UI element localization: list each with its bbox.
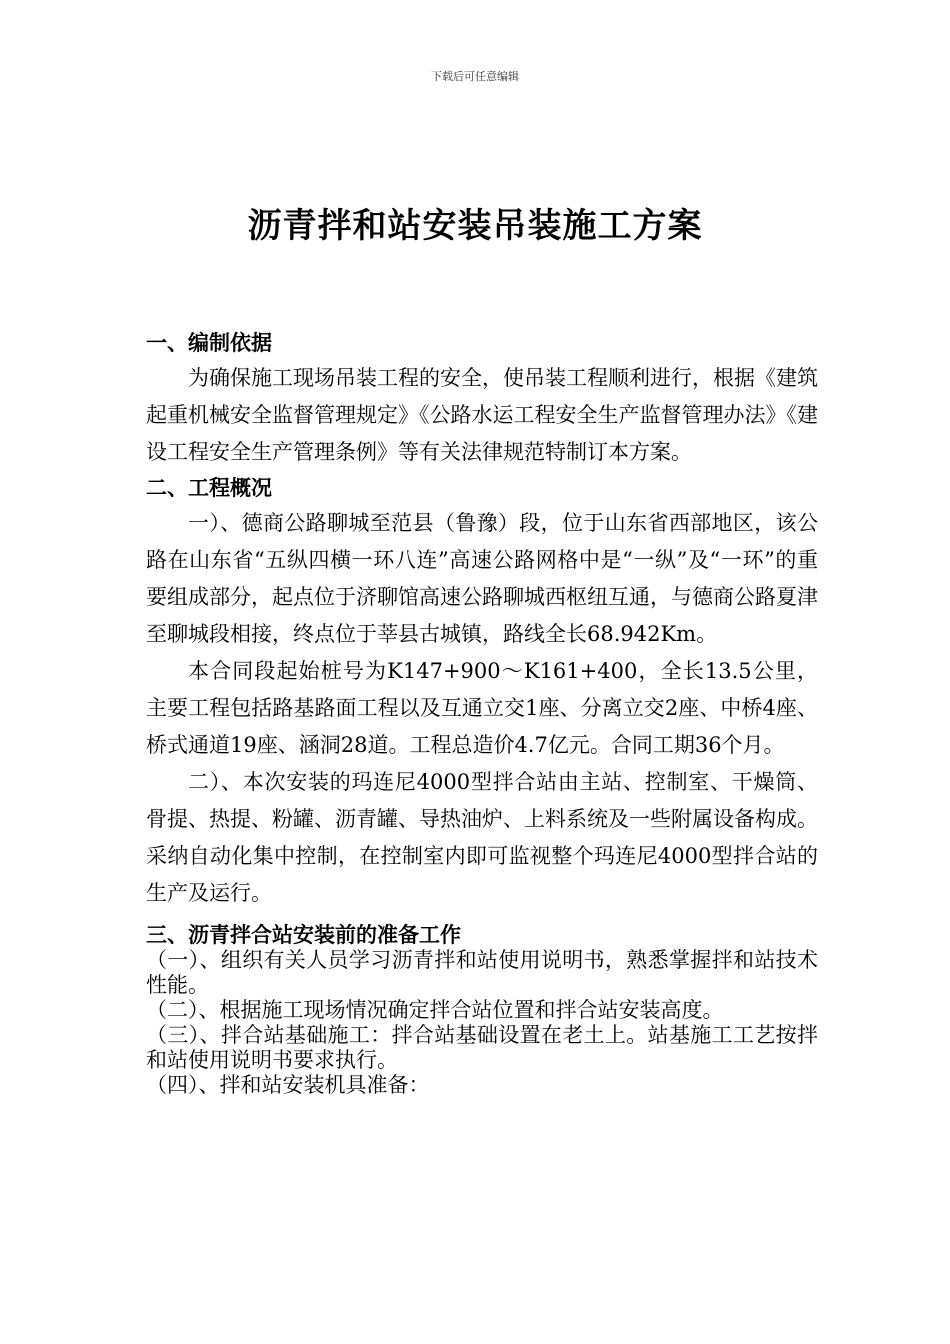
paragraph: 为确保施工现场吊装工程的安全，使吊装工程顺利进行，根据《建筑起重机械安全监督管理规定》《公路水运工程安全生产监督管理办法》《建设工程安全生产管理条例》等有关法律规范特制订本方案。 bbox=[146, 366, 818, 464]
list-item: （二）、根据施工现场情况确定拌合站位置和拌合站安装高度。 bbox=[146, 998, 724, 1022]
section-heading-overview: 二、工程概况 bbox=[146, 476, 272, 500]
list-item: （四）、拌和站安装机具准备： bbox=[146, 1073, 430, 1097]
paragraph: 一）、德商公路聊城至范县（鲁豫）段，位于山东省西部地区，该公路在山东省“五纵四横一环八连”高速公路网格中是“一纵”及“一环”的重要组成部分，起点位于济聊馆高速公路聊城西枢纽互通，与德商公路夏津至聊城段相接，终点位于莘县古城镇，路线全长68.942Km。 bbox=[146, 511, 818, 646]
section-heading-basis: 一、编制依据 bbox=[146, 331, 272, 355]
paragraph: 二）、本次安装的玛连尼4000型拌合站由主站、控制室、干燥筒、骨提、热提、粉罐、沥青罐、导热油炉、上料系统及一些附属设备构成。采纳自动化集中控制，在控制室内即可监视整个玛连尼4000型拌合站的生产及运行。 bbox=[146, 770, 818, 905]
page-header: 下载后可任意编辑 bbox=[431, 70, 519, 83]
document-title: 沥青拌和站安装吊装施工方案 bbox=[247, 206, 703, 246]
section-heading-preparation: 三、沥青拌合站安装前的准备工作 bbox=[146, 923, 461, 947]
list-item: （三）、拌合站基础施工：拌合站基础设置在老土上。站基施工工艺按拌和站使用说明书要求执行。 bbox=[146, 1023, 818, 1072]
document-body bbox=[146, 330, 818, 1098]
paragraph: 本合同段起始桩号为K147+900～K161+400，全长13.5公里，主要工程包括路基路面工程以及互通立交1座、分离立交2座、中桥4座、桥式通道19座、涵洞28道。工程总造价4.7亿元。合同工期36个月。 bbox=[146, 659, 818, 757]
list-item: （一）、组织有关人员学习沥青拌和站使用说明书，熟悉掌握拌和站技术性能。 bbox=[146, 948, 818, 997]
